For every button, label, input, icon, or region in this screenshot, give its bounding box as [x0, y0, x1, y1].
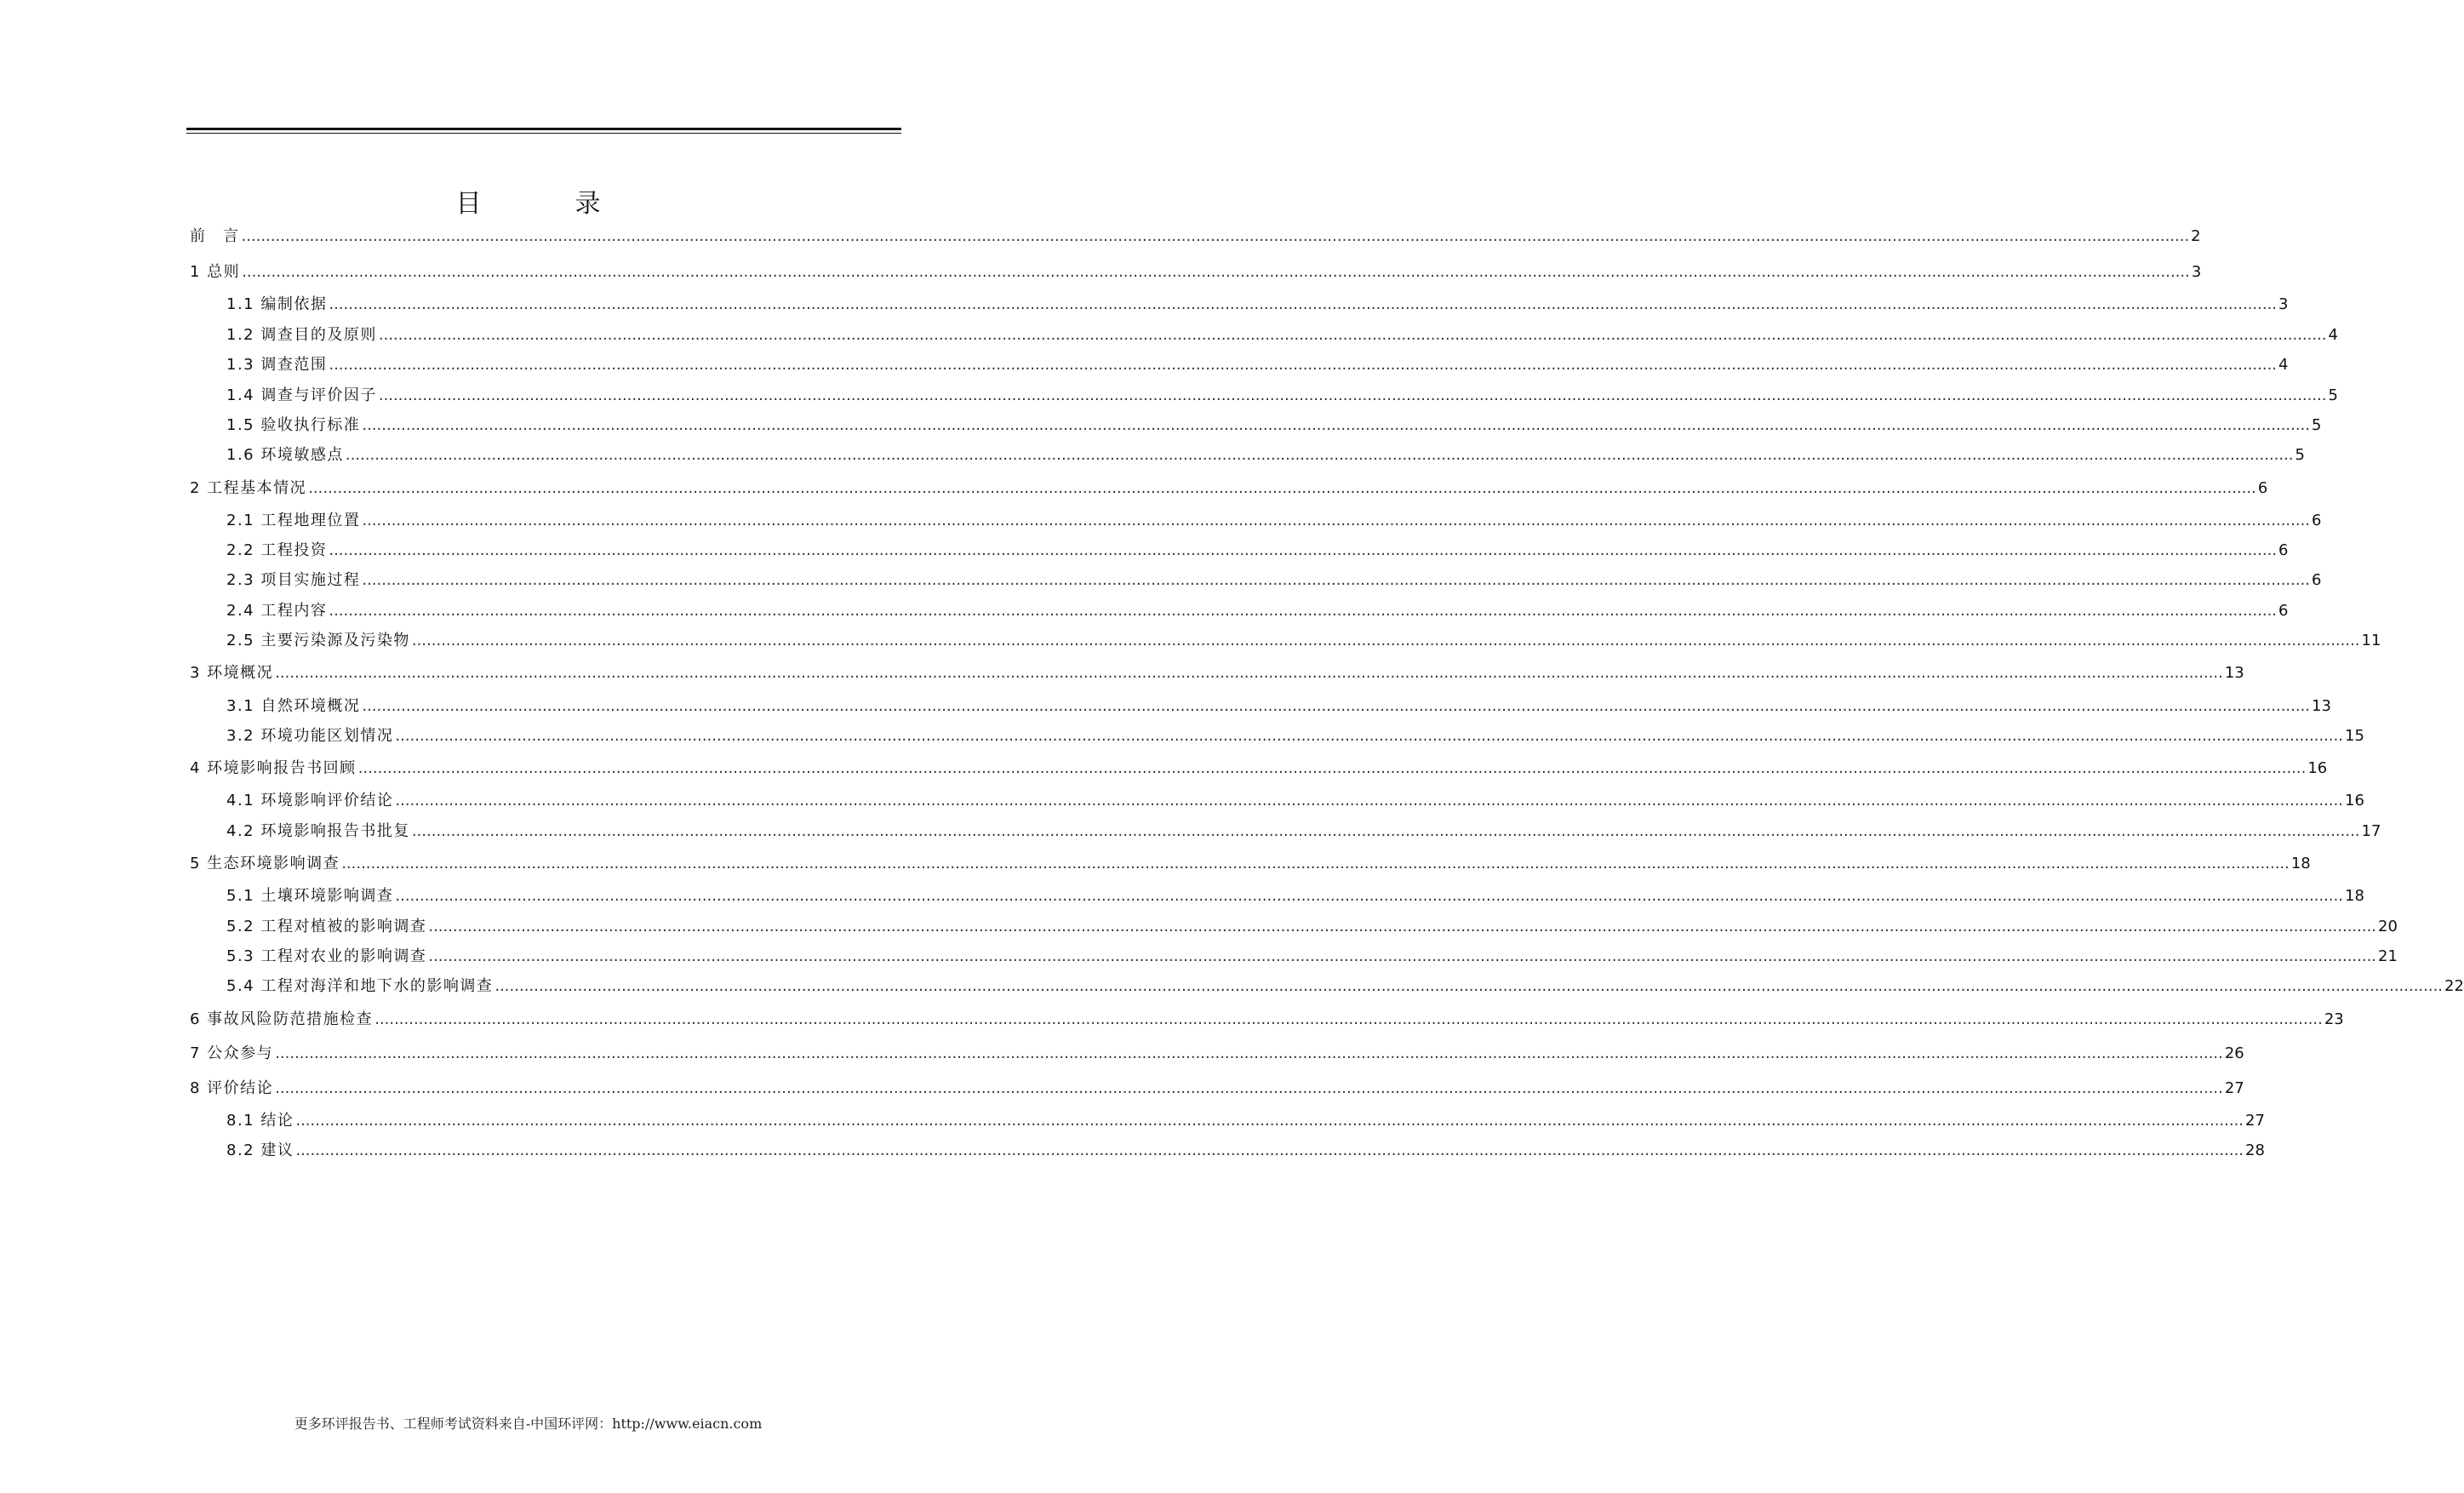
toc-entry[interactable] [226, 721, 2364, 746]
toc-entry-label: 1.1 编制依据 [226, 295, 328, 313]
toc-dot-leader: ................................................................................................................................................................................................................................................................................................................................................................................................................ [428, 918, 2377, 935]
toc-entry[interactable] [226, 535, 2289, 561]
toc-entry-label: 4 环境影响报告书回顾 [190, 759, 357, 777]
toc-entry-page: 22 [2444, 977, 2464, 995]
toc-entry-label: 5.3 工程对农业的影响调查 [226, 947, 427, 965]
toc-dot-leader: ................................................................................................................................................................................................................................................................................................................................................................................................................ [329, 602, 2278, 620]
toc-dot-leader: ................................................................................................................................................................................................................................................................................................................................................................................................................ [428, 947, 2377, 965]
header-rule-thin [186, 133, 901, 134]
toc-entry-page: 6 [2257, 479, 2268, 497]
toc-entry[interactable] [226, 786, 2364, 811]
toc-entry[interactable] [226, 320, 2338, 346]
toc-dot-leader: ................................................................................................................................................................................................................................................................................................................................................................................................................ [345, 446, 2294, 464]
toc-entry-page: 3 [2278, 295, 2289, 313]
toc-entry-label: 1 总则 [190, 263, 241, 281]
toc-entry-page: 4 [2328, 326, 2338, 344]
toc-entry-label: 7 公众参与 [190, 1044, 274, 1062]
toc-entry-label: 3.1 自然环境概况 [226, 697, 361, 715]
toc-dot-leader: ................................................................................................................................................................................................................................................................................................................................................................................................................ [362, 416, 2311, 434]
toc-entry-label: 1.2 调查目的及原则 [226, 326, 377, 344]
toc-dot-leader: ................................................................................................................................................................................................................................................................................................................................................................................................................ [411, 632, 2360, 649]
toc-entry-page: 16 [2345, 792, 2364, 809]
toc-entry-page: 15 [2345, 727, 2364, 745]
toc-dot-leader: ................................................................................................................................................................................................................................................................................................................................................................................................................ [395, 887, 2344, 905]
toc-dot-leader: ................................................................................................................................................................................................................................................................................................................................................................................................................ [295, 1141, 2244, 1159]
toc-dot-leader: ................................................................................................................................................................................................................................................................................................................................................................................................................ [242, 263, 2190, 281]
toc-entry-page: 5 [2328, 386, 2338, 404]
toc-entry-page: 5 [2295, 446, 2305, 464]
toc-entry-page: 21 [2378, 947, 2398, 965]
toc-entry-label: 4.2 环境影响报告书批复 [226, 822, 410, 840]
toc-entry-label: 5.2 工程对植被的影响调查 [226, 918, 427, 935]
toc-entry-label: 8.2 建议 [226, 1141, 294, 1159]
toc-entry[interactable] [226, 626, 2381, 651]
toc-entry-page: 17 [2361, 822, 2381, 840]
toc-dot-leader: ................................................................................................................................................................................................................................................................................................................................................................................................................ [329, 295, 2278, 313]
toc-entry-page: 6 [2312, 571, 2322, 589]
toc-entry-label: 2.3 项目实施过程 [226, 571, 361, 589]
toc-dot-leader: ................................................................................................................................................................................................................................................................................................................................................................................................................ [275, 1044, 2223, 1062]
toc-entry-page: 28 [2245, 1141, 2265, 1159]
toc-entry[interactable] [226, 912, 2398, 937]
toc-entry[interactable] [226, 380, 2338, 406]
toc-entry-page: 18 [2345, 887, 2364, 905]
toc-entry[interactable] [226, 350, 2289, 375]
toc-entry-label: 1.5 验收执行标准 [226, 416, 361, 434]
toc-entry[interactable] [226, 691, 2331, 717]
toc-title: 目 录 [455, 189, 635, 219]
toc-dot-leader: ................................................................................................................................................................................................................................................................................................................................................................................................................ [329, 356, 2278, 374]
toc-entry[interactable] [190, 1004, 2344, 1030]
toc-entry[interactable] [190, 221, 2201, 247]
toc-dot-leader: ................................................................................................................................................................................................................................................................................................................................................................................................................ [362, 697, 2311, 715]
toc-dot-leader: ................................................................................................................................................................................................................................................................................................................................................................................................................ [329, 541, 2278, 559]
toc-dot-leader: ................................................................................................................................................................................................................................................................................................................................................................................................................ [362, 512, 2311, 529]
toc-dot-leader: ................................................................................................................................................................................................................................................................................................................................................................................................................ [374, 1010, 2323, 1028]
toc-entry[interactable] [226, 289, 2289, 315]
toc-entry[interactable] [226, 410, 2322, 436]
toc-dot-leader: ................................................................................................................................................................................................................................................................................................................................................................................................................ [495, 977, 2444, 995]
toc-entry-page: 5 [2312, 416, 2322, 434]
toc-dot-leader: ................................................................................................................................................................................................................................................................................................................................................................................................................ [411, 822, 2360, 840]
toc-entry-label: 1.6 环境敏感点 [226, 446, 344, 464]
toc-entry-page: 2 [2191, 227, 2201, 245]
toc-entry-label: 1.3 调查范围 [226, 356, 328, 374]
toc-entry[interactable] [226, 881, 2364, 907]
toc-entry-label: 2 工程基本情况 [190, 479, 307, 497]
toc-entry[interactable] [226, 1135, 2265, 1161]
toc-entry[interactable] [190, 473, 2268, 499]
toc-entry[interactable] [226, 565, 2322, 591]
toc-entry-label: 8 评价结论 [190, 1079, 274, 1097]
toc-dot-leader: ................................................................................................................................................................................................................................................................................................................................................................................................................ [275, 664, 2223, 682]
toc-entry[interactable] [190, 753, 2328, 779]
toc-entry[interactable] [226, 941, 2398, 967]
toc-entry[interactable] [190, 849, 2311, 874]
toc-entry-label: 3.2 环境功能区划情况 [226, 727, 394, 745]
toc-entry-label: 6 事故风险防范措施检查 [190, 1010, 374, 1028]
toc-entry-label: 5.4 工程对海洋和地下水的影响调查 [226, 977, 494, 995]
toc-entry-page: 6 [2278, 541, 2289, 559]
toc-dot-leader: ................................................................................................................................................................................................................................................................................................................................................................................................................ [395, 792, 2344, 809]
toc-entry[interactable] [190, 257, 2202, 283]
toc-entry-page: 26 [2224, 1044, 2244, 1062]
toc-dot-leader: ................................................................................................................................................................................................................................................................................................................................................................................................................ [378, 326, 2327, 344]
toc-entry[interactable] [226, 440, 2305, 466]
toc-entry-label: 前 言 [190, 227, 240, 245]
toc-dot-leader: ................................................................................................................................................................................................................................................................................................................................................................................................................ [295, 1112, 2244, 1130]
toc-dot-leader: ................................................................................................................................................................................................................................................................................................................................................................................................................ [308, 479, 2256, 497]
toc-entry-label: 3 环境概况 [190, 664, 274, 682]
toc-entry-page: 13 [2224, 664, 2244, 682]
toc-entry[interactable] [190, 1038, 2244, 1064]
toc-entry[interactable] [226, 971, 2464, 997]
toc-entry-label: 4.1 环境影响评价结论 [226, 792, 394, 809]
toc-entry[interactable] [190, 1073, 2244, 1099]
toc-entry-page: 18 [2290, 855, 2311, 872]
toc-entry-label: 2.1 工程地理位置 [226, 512, 361, 529]
toc-entry-label: 5 生态环境影响调查 [190, 855, 340, 872]
toc-entry-label: 5.1 土壤环境影响调查 [226, 887, 394, 905]
toc-entry-page: 6 [2278, 602, 2289, 620]
toc-dot-leader: ................................................................................................................................................................................................................................................................................................................................................................................................................ [395, 727, 2344, 745]
toc-dot-leader: ................................................................................................................................................................................................................................................................................................................................................................................................................ [357, 759, 2307, 777]
toc-entry-page: 4 [2278, 356, 2289, 374]
toc-entry[interactable] [226, 596, 2289, 621]
toc-entry-page: 3 [2191, 263, 2202, 281]
footer-note: 更多环评报告书、工程师考试资料来自-中国环评网：http://www.eiacn.com [294, 1416, 763, 1432]
toc-entry-page: 20 [2378, 918, 2398, 935]
toc-entry-page: 11 [2361, 632, 2381, 649]
toc-entry-page: 13 [2312, 697, 2331, 715]
toc-dot-leader: ................................................................................................................................................................................................................................................................................................................................................................................................................ [241, 227, 2190, 245]
toc-entry[interactable] [226, 1106, 2265, 1131]
toc-dot-leader: ................................................................................................................................................................................................................................................................................................................................................................................................................ [341, 855, 2290, 872]
toc-entry-label: 2.2 工程投资 [226, 541, 328, 559]
toc-entry-page: 16 [2307, 759, 2328, 777]
toc-entry-page: 23 [2324, 1010, 2344, 1028]
toc-entry-label: 2.5 主要污染源及污染物 [226, 632, 410, 649]
toc-dot-leader: ................................................................................................................................................................................................................................................................................................................................................................................................................ [362, 571, 2311, 589]
toc-entry[interactable] [226, 816, 2381, 842]
toc-dot-leader: ................................................................................................................................................................................................................................................................................................................................................................................................................ [378, 386, 2327, 404]
toc-entry-page: 27 [2224, 1079, 2244, 1097]
toc-entry-page: 27 [2245, 1112, 2265, 1130]
toc-entry-page: 6 [2312, 512, 2322, 529]
toc-entry[interactable] [190, 658, 2244, 684]
toc-entry-label: 1.4 调查与评价因子 [226, 386, 377, 404]
header-rule-thick [186, 128, 901, 130]
toc-entry-label: 2.4 工程内容 [226, 602, 328, 620]
toc-entry-label: 8.1 结论 [226, 1112, 294, 1130]
toc-entry[interactable] [226, 506, 2322, 531]
toc-dot-leader: ................................................................................................................................................................................................................................................................................................................................................................................................................ [275, 1079, 2223, 1097]
